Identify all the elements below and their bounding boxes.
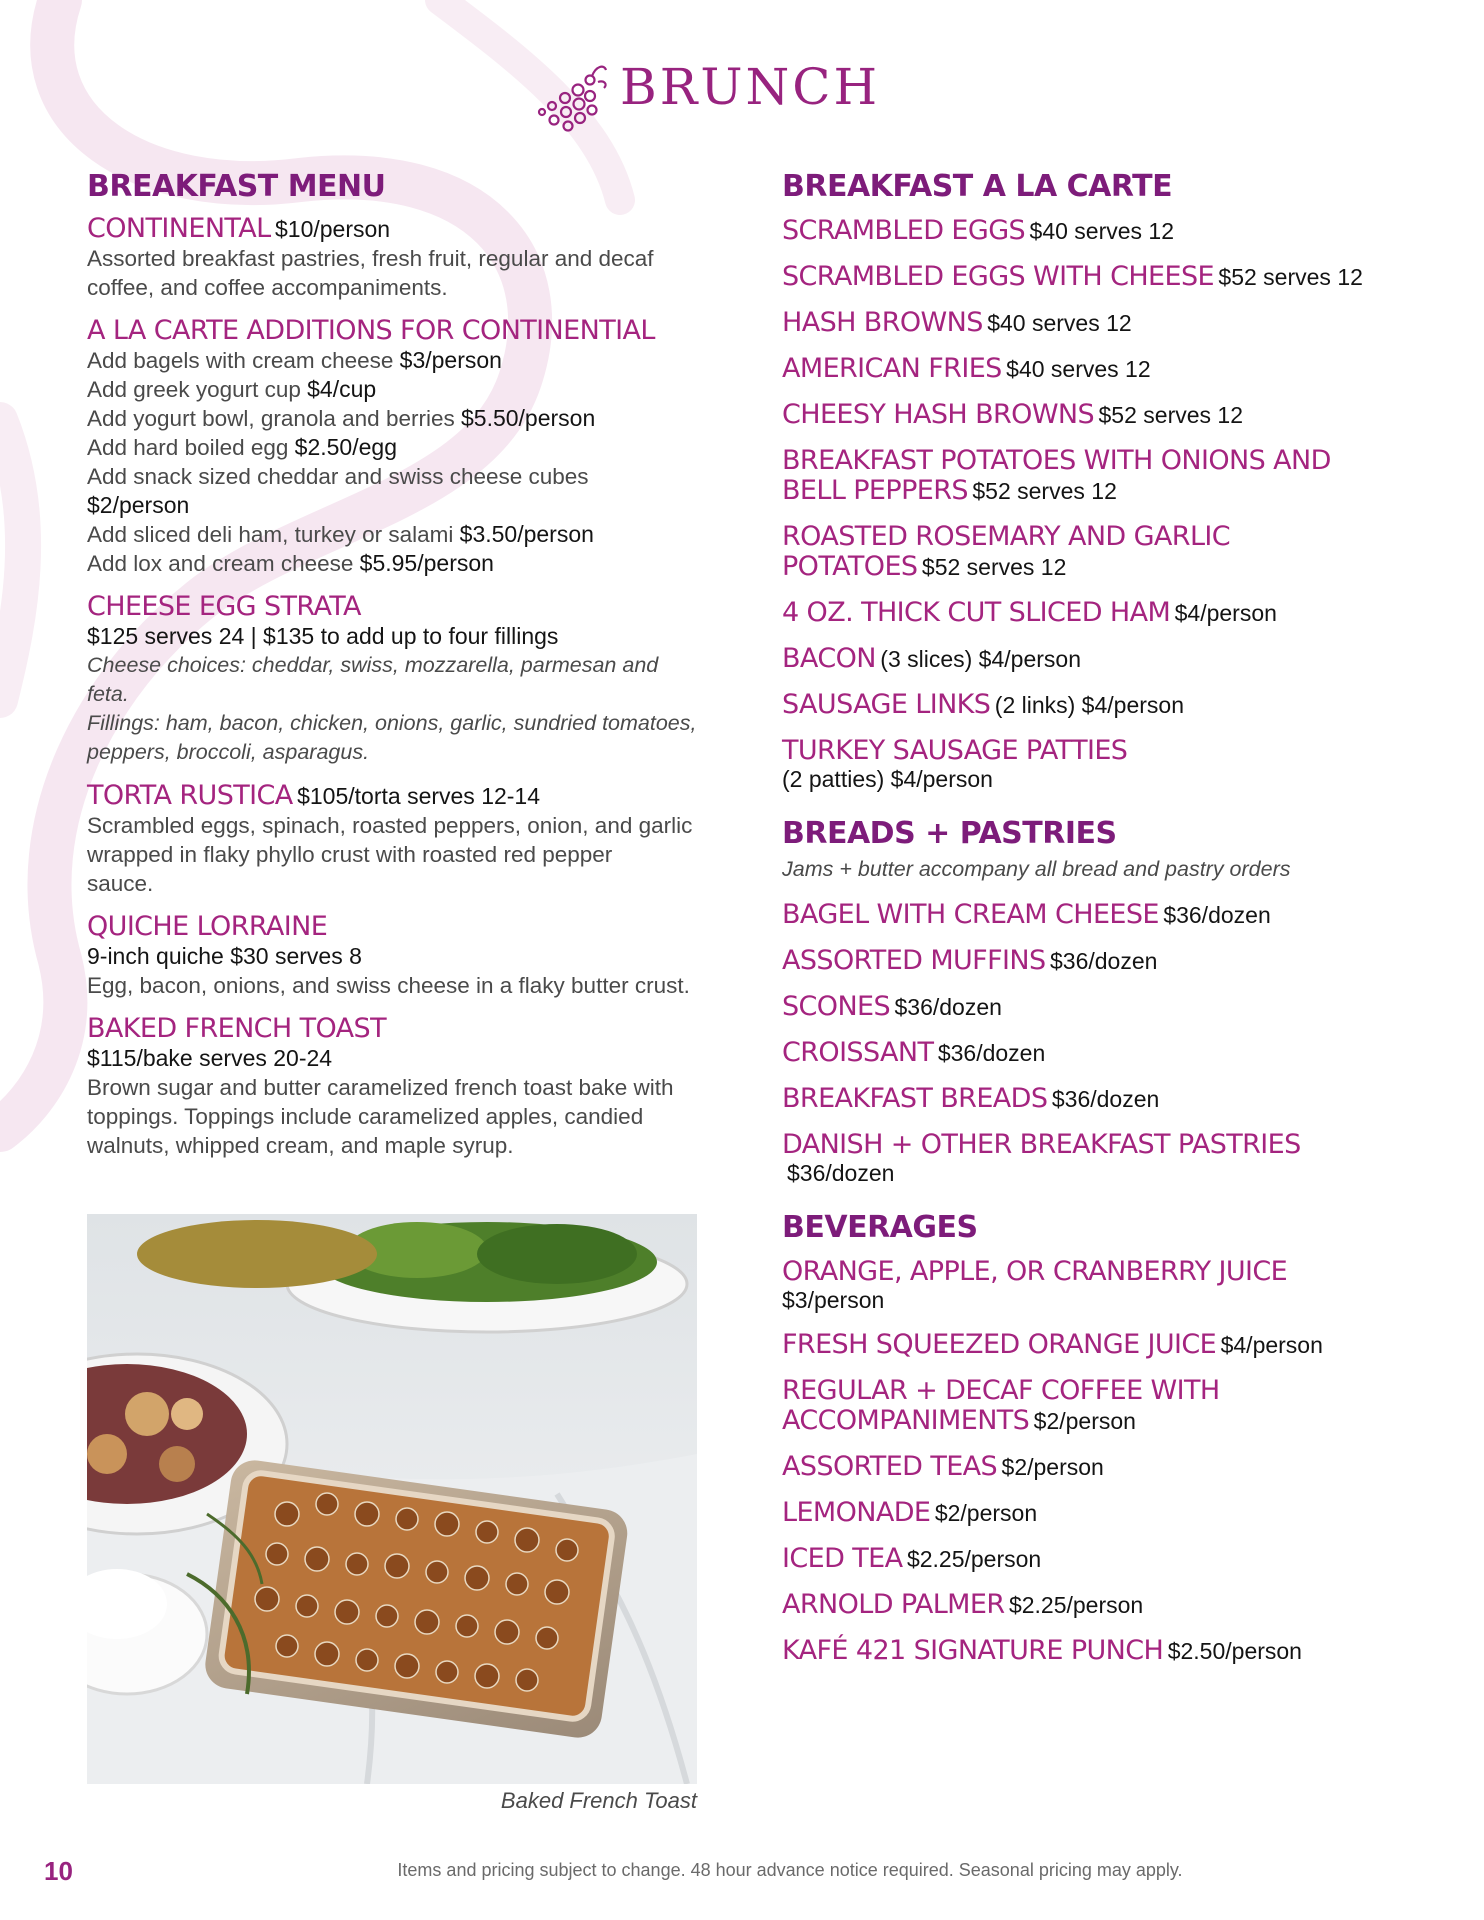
addition-line: Add snack sized cheddar and swiss cheese cubes	[87, 464, 589, 489]
addition-line: $2/person	[87, 492, 190, 518]
item-price: $105/torta serves 12-14	[297, 783, 541, 809]
menu-item-teas: ASSORTED TEAS $2/person	[782, 1451, 1104, 1482]
item-note: Fillings: ham, bacon, chicken, onions, garlic, sundried tomatoes,	[87, 711, 697, 735]
menu-item-bacon: BACON (3 slices) $4/person	[782, 643, 1081, 674]
menu-item-breakfast-potatoes: BREAKFAST POTATOES WITH ONIONS AND BELL PEPPERS $52 serves 12	[782, 445, 1331, 506]
breakfast-menu-column	[87, 168, 697, 1160]
section-title-beverages: BEVERAGES	[782, 1210, 978, 1245]
menu-item-american-fries: AMERICAN FRIES $40 serves 12	[782, 353, 1151, 384]
menu-item-torta-rustica	[87, 781, 697, 898]
item-description: Brown sugar and butter caramelized french toast bake with	[87, 1075, 674, 1100]
item-description: wrapped in flaky phyllo crust with roasted red pepper	[87, 842, 613, 867]
page-number: 10	[44, 1856, 73, 1886]
menu-item-additions	[87, 316, 697, 578]
item-name: CONTINENTAL	[87, 213, 271, 244]
menu-item-continental	[87, 214, 697, 302]
menu-item-lemonade: LEMONADE $2/person	[782, 1497, 1038, 1528]
menu-item-cheesy-hash-browns: CHEESY HASH BROWNS $52 serves 12	[782, 399, 1243, 430]
item-description: sauce.	[87, 871, 154, 896]
menu-item-baked-french-toast	[87, 1014, 697, 1160]
item-description: Assorted breakfast pastries, fresh fruit, regular and decaf	[87, 246, 654, 271]
item-name: QUICHE LORRAINE	[87, 911, 328, 942]
item-description: walnuts, whipped cream, and maple syrup.	[87, 1133, 514, 1158]
item-name: A LA CARTE ADDITIONS FOR CONTINENTIAL	[87, 315, 655, 346]
item-name: BAKED FRENCH TOAST	[87, 1013, 386, 1044]
menu-item-scrambled-eggs: SCRAMBLED EGGS $40 serves 12	[782, 215, 1175, 246]
menu-item-scones: SCONES $36/dozen	[782, 991, 1002, 1022]
baked-french-toast-photo	[87, 1214, 697, 1784]
menu-item-sausage-links: SAUSAGE LINKS (2 links) $4/person	[782, 689, 1184, 720]
menu-item-coffee: REGULAR + DECAF COFFEE WITH ACCOMPANIMENTS $2/person	[782, 1375, 1220, 1436]
section-title-breads-pastries: BREADS + PASTRIES	[782, 816, 1117, 851]
menu-item-roasted-potatoes: ROASTED ROSEMARY AND GARLIC POTATOES $52 serves 12	[782, 521, 1231, 582]
menu-item-cheese-egg-strata	[87, 592, 697, 767]
item-price: $10/person	[274, 216, 391, 242]
page-header	[0, 58, 1484, 118]
item-description: coffee, and coffee accompaniments.	[87, 275, 448, 300]
item-price: $115/bake serves 20-24	[87, 1045, 333, 1071]
addition-line: Add yogurt bowl, granola and berries $5.50/person	[87, 405, 596, 431]
section-title-breakfast-menu: BREAKFAST MENU	[87, 169, 386, 204]
item-note: Cheese choices: cheddar, swiss, mozzarella, parmesan and feta.	[87, 653, 659, 706]
item-name: TORTA RUSTICA	[87, 780, 293, 811]
addition-line: Add greek yogurt cup $4/cup	[87, 376, 377, 402]
menu-item-iced-tea: ICED TEA $2.25/person	[782, 1543, 1042, 1574]
page-title: BRUNCH	[620, 58, 881, 116]
grapes-icon	[532, 62, 610, 132]
addition-line: Add hard boiled egg $2.50/egg	[87, 434, 397, 460]
item-price: 9-inch quiche $30 serves 8	[87, 943, 362, 969]
item-name: CHEESE EGG STRATA	[87, 591, 361, 622]
addition-line: Add bagels with cream cheese $3/person	[87, 347, 502, 373]
menu-item-juice: ORANGE, APPLE, OR CRANBERRY JUICE $3/person	[782, 1256, 1288, 1313]
section-title-breakfast-a-la-carte: BREAKFAST A LA CARTE	[782, 169, 1173, 204]
item-price: $125 serves 24 | $135 to add up to four fillings	[87, 623, 559, 649]
breads-note: Jams + butter accompany all bread and pastry orders	[782, 857, 1291, 881]
menu-item-muffins: ASSORTED MUFFINS $36/dozen	[782, 945, 1158, 976]
menu-item-sliced-ham: 4 OZ. THICK CUT SLICED HAM $4/person	[782, 597, 1277, 628]
item-note: peppers, broccoli, asparagus.	[87, 740, 370, 764]
footer-note: Items and pricing subject to change. 48 hour advance notice required. Seasonal pricing may apply.	[397, 1860, 1183, 1880]
item-description: Scrambled eggs, spinach, roasted peppers, onion, and garlic	[87, 813, 693, 838]
menu-item-scrambled-eggs-with-cheese: SCRAMBLED EGGS WITH CHEESE $52 serves 12	[782, 261, 1363, 292]
menu-item-danish: DANISH + OTHER BREAKFAST PASTRIES $36/dozen	[782, 1129, 1301, 1186]
item-description: toppings. Toppings include caramelized apples, candied	[87, 1104, 644, 1129]
menu-item-signature-punch: KAFÉ 421 SIGNATURE PUNCH $2.50/person	[782, 1635, 1302, 1666]
item-description: Egg, bacon, onions, and swiss cheese in a flaky butter crust.	[87, 973, 690, 998]
menu-item-hash-browns: HASH BROWNS $40 serves 12	[782, 307, 1132, 338]
photo-caption: Baked French Toast	[500, 1788, 697, 1813]
addition-line: Add lox and cream cheese $5.95/person	[87, 550, 494, 576]
menu-item-breakfast-breads: BREAKFAST BREADS $36/dozen	[782, 1083, 1160, 1114]
a-la-carte-column	[782, 168, 1422, 1666]
menu-item-croissant: CROISSANT $36/dozen	[782, 1037, 1046, 1068]
addition-line: Add sliced deli ham, turkey or salami $3.50/person	[87, 521, 594, 547]
menu-item-quiche-lorraine	[87, 912, 697, 1000]
menu-item-bagel: BAGEL WITH CREAM CHEESE $36/dozen	[782, 899, 1271, 930]
menu-item-turkey-sausage-patties: TURKEY SAUSAGE PATTIES (2 patties) $4/person	[782, 735, 1128, 792]
menu-item-fresh-orange-juice: FRESH SQUEEZED ORANGE JUICE $4/person	[782, 1329, 1323, 1360]
menu-item-arnold-palmer: ARNOLD PALMER $2.25/person	[782, 1589, 1144, 1620]
